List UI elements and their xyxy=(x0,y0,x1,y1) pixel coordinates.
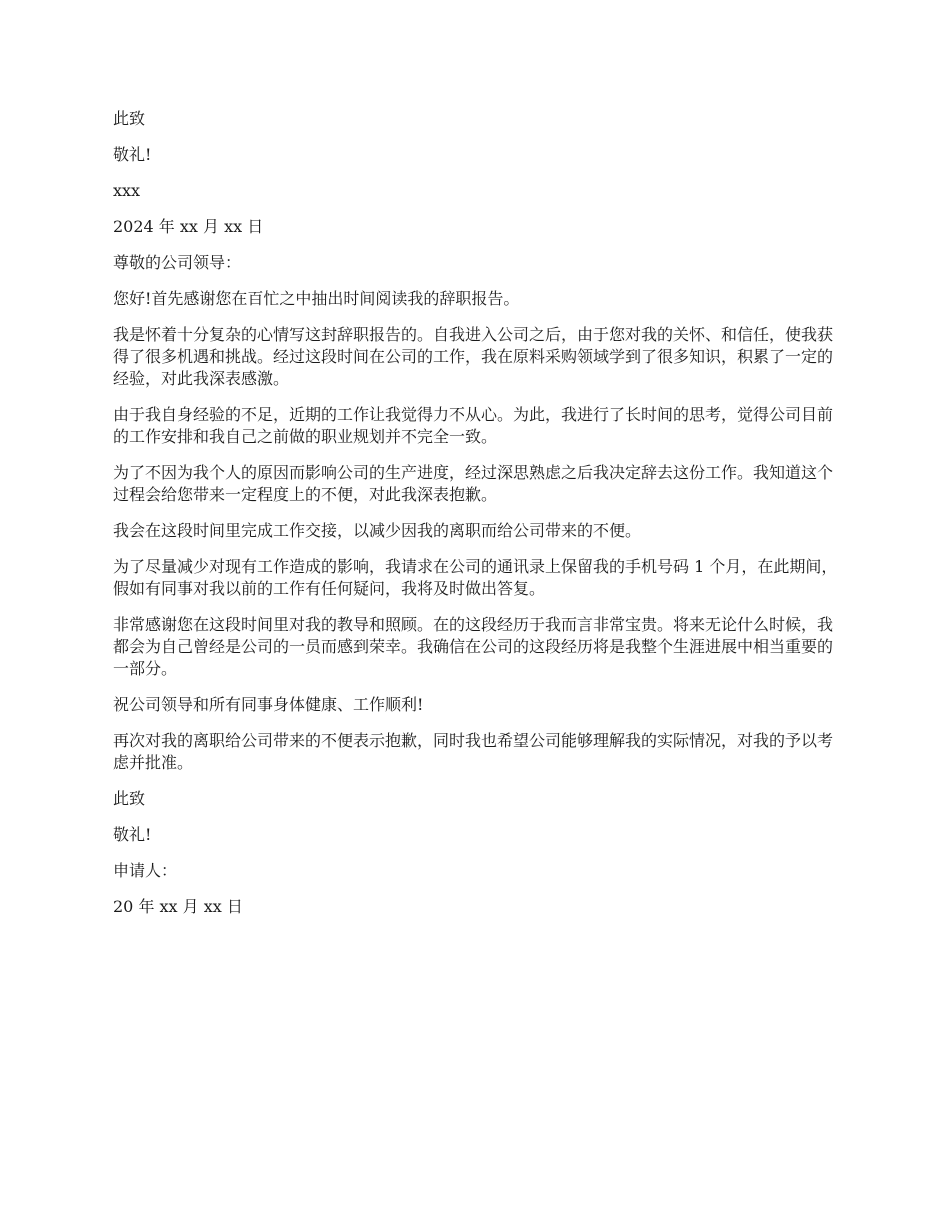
body-paragraph-2: 由于我自身经验的不足，近期的工作让我觉得力不从心。为此，我进行了长时间的思考，觉得公司目前的工作安排和我自己之前做的职业规划并不完全一致。 xyxy=(113,405,834,446)
applicant-label: 申请人： xyxy=(113,861,178,880)
body-paragraph-1: 我是怀着十分复杂的心情写这封辞职报告的。自我进入公司之后，由于您对我的关怀、和信任，使我获得了很多机遇和挑战。经过这段时间在公司的工作，我在原料采购领域学到了很多知识，积累了一定的经验，对此我深表感激。 xyxy=(113,325,834,388)
signer-name-top: xxx xyxy=(113,181,141,200)
body-paragraph-3: 为了不因为我个人的原因而影响公司的生产进度，经过深思熟虑之后我决定辞去这份工作。我知道这个过程会给您带来一定程度上的不便，对此我深表抱歉。 xyxy=(113,463,834,504)
body-paragraph-4: 我会在这段时间里完成工作交接，以减少因我的离职而给公司带来的不便。 xyxy=(113,521,642,540)
closing-salutation-top: 此致 xyxy=(113,109,146,128)
body-paragraph-6: 非常感谢您在这段时间里对我的教导和照顾。在的这段经历于我而言非常宝贵。将来无论什么时候，我都会为自己曾经是公司的一员而感到荣幸。我确信在公司的这段经历将是我整个生涯进展中相当重要的一部分。 xyxy=(113,615,834,678)
letter-greeting: 尊敬的公司领导： xyxy=(113,253,242,272)
wishes-paragraph: 祝公司领导和所有同事身体健康、工作顺利! xyxy=(113,695,424,714)
date-bottom: 20 年 xx 月 xx 日 xyxy=(113,897,243,916)
opening-paragraph: 您好!首先感谢您在百忙之中抽出时间阅读我的辞职报告。 xyxy=(113,289,520,308)
regards-top: 敬礼! xyxy=(113,145,152,164)
apology-paragraph: 再次对我的离职给公司带来的不便表示抱歉，同时我也希望公司能够理解我的实际情况，对我的予以考虑并批准。 xyxy=(113,731,834,772)
closing-salutation: 此致 xyxy=(113,789,146,808)
date-top: 2024 年 xx 月 xx 日 xyxy=(113,217,264,236)
body-paragraph-5: 为了尽量减少对现有工作造成的影响，我请求在公司的通讯录上保留我的手机号码 1 个月，在此期间，假如有同事对我以前的工作有任何疑问，我将及时做出答复。 xyxy=(113,557,838,598)
regards: 敬礼! xyxy=(113,825,152,844)
